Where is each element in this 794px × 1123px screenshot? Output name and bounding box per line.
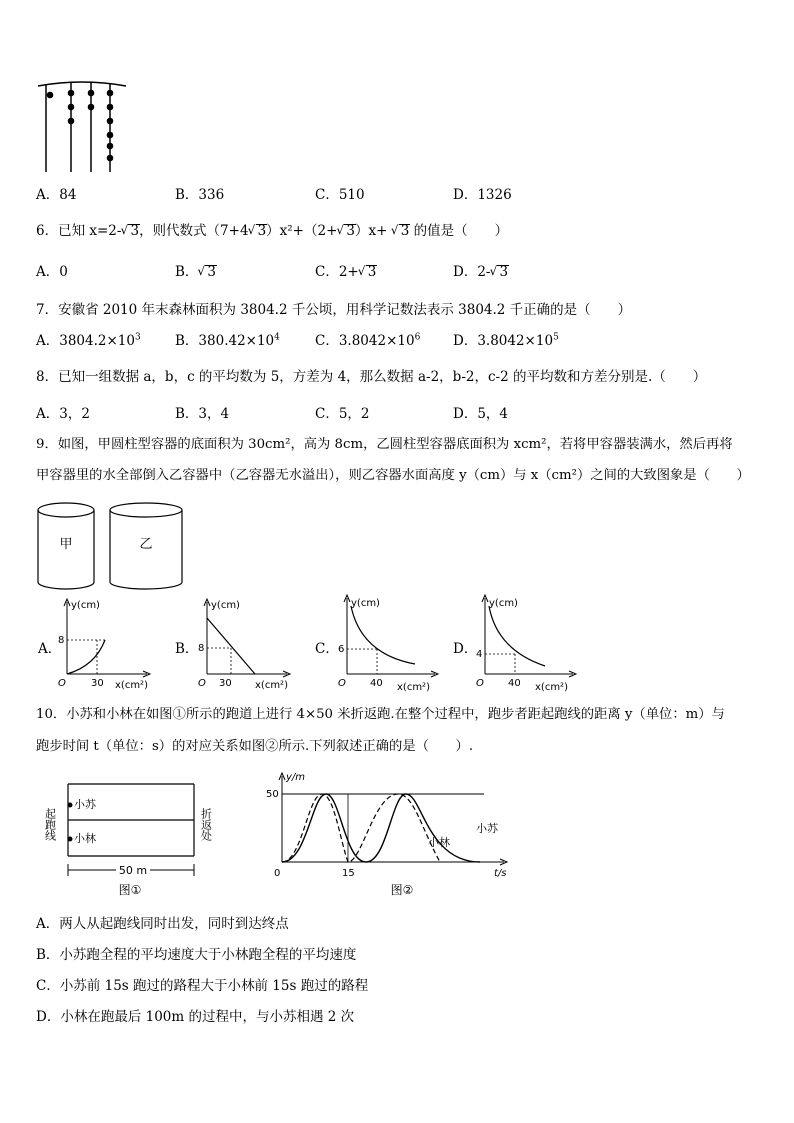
q6-option-b-label: B． — [175, 264, 199, 280]
q8-option-a[interactable]: A．3，2 — [36, 406, 90, 422]
sqrt-3: √ 3 — [393, 222, 410, 240]
figure-2-caption: 图② — [390, 883, 414, 897]
q9-stem-line2: 甲容器里的水全部倒入乙容器中（乙容器无水溢出），则乙容器水面高度 y（cm）与 x（cm²）之间的大致图象是（ ） — [36, 468, 750, 483]
abacus-figure — [36, 78, 128, 176]
x-tick: 30 — [91, 678, 104, 689]
turn-point-label: 折返处 — [199, 808, 213, 841]
x-tick: 15 — [342, 868, 355, 879]
q9-graph-a — [55, 596, 155, 692]
q7-option-d-base: D．3.8042×10 — [453, 333, 554, 349]
q8-option-d[interactable]: D．5，4 — [453, 406, 509, 422]
q7-option-a-exp: 3 — [134, 332, 141, 343]
q5-option-d[interactable]: D．1326 — [453, 187, 512, 203]
q6-option-b[interactable] — [175, 263, 216, 281]
q6-option-d[interactable] — [453, 263, 508, 281]
q6-option-a[interactable]: A．0 — [36, 264, 68, 280]
q5-option-b[interactable]: B．336 — [175, 187, 225, 203]
y-axis-label: y(cm) — [489, 598, 518, 609]
y-tick: 8 — [58, 635, 65, 646]
sqrt-3: √ 3 — [250, 222, 267, 240]
q10-option-d[interactable]: D．小林在跑最后 100m 的过程中，与小苏相遇 2 次 — [36, 1009, 355, 1025]
q7-stem: 7．安徽省 2010 年末森林面积为 3804.2 千公顷，用科学记数法表示 3804.2 千正确的是（ ） — [36, 302, 632, 318]
q8-option-c[interactable]: C．5，2 — [315, 406, 370, 422]
q7-option-a-base: A．3804.2×10 — [36, 333, 135, 349]
x-tick: 40 — [370, 678, 383, 689]
q7-option-b-exp: 4 — [274, 332, 280, 343]
q9-graph-d — [473, 592, 585, 692]
track-figure — [43, 778, 228, 902]
sqrt-3: √ 3 — [122, 222, 139, 240]
origin-label: O — [58, 678, 66, 689]
track-length-label: 50 m — [118, 864, 148, 877]
cylinders-figure — [34, 500, 194, 594]
xiaolin-curve-label: 小林 — [428, 836, 450, 849]
q6-stem — [36, 222, 508, 240]
sqrt-3: √ 3 — [360, 263, 377, 281]
q5-option-c[interactable]: C．510 — [315, 187, 365, 203]
origin-label: O — [198, 678, 206, 689]
q7-option-b-base: B．380.42×10 — [175, 333, 275, 349]
q9-stem-line1: 9．如图，甲圆柱型容器的底面积为 30cm²，高为 8cm，乙圆柱型容器底面积为 xcm²，若将甲容器装满水，然后再将 — [36, 437, 733, 452]
sqrt-3: √ 3 — [199, 263, 216, 281]
origin-label: O — [476, 678, 484, 689]
q9-graph-b — [195, 596, 295, 692]
q6-option-d-label: D．2- — [453, 264, 491, 280]
q6-option-c-label: C．2+ — [315, 264, 359, 280]
distance-time-graph — [266, 770, 512, 902]
x-axis-label: t/s — [494, 868, 507, 879]
sqrt-3: √ 3 — [338, 222, 355, 240]
x-tick: 40 — [508, 678, 521, 689]
q10-option-c[interactable]: C．小苏前 15s 跑过的路程大于小林前 15s 跑过的路程 — [36, 978, 369, 994]
q6-mid2: ）x²+（2+ — [266, 223, 338, 239]
q6-mid3: ）x+ — [355, 223, 388, 239]
q9-option-a[interactable]: A． — [38, 641, 62, 657]
cylinder-b-label: 乙 — [139, 537, 153, 552]
q7-option-d[interactable] — [453, 332, 559, 350]
q6-option-c[interactable] — [315, 263, 376, 281]
y-axis-label: y/m — [286, 772, 306, 783]
origin-label: O — [338, 678, 346, 689]
q7-option-d-exp: 5 — [553, 332, 559, 343]
xiaosu-curve-label: 小苏 — [476, 822, 498, 835]
runner-xiaolin-label: 小林 — [74, 832, 96, 845]
q9-option-c[interactable]: C． — [315, 641, 339, 657]
figure-1-caption: 图① — [118, 883, 142, 897]
q7-option-c[interactable] — [315, 332, 420, 350]
x-axis-label: x(cm²) — [115, 680, 148, 691]
q10-stem-line1: 10．小苏和小林在如图①所示的跑道上进行 4×50 米折返跑.在整个过程中，跑步者距起跑线的距离 y（单位：m）与 — [36, 707, 725, 722]
y-tick: 50 — [266, 789, 279, 800]
q6-mid1: ，则代数式（7+4 — [139, 223, 249, 239]
y-tick: 4 — [476, 649, 483, 660]
q6-prefix: 6．已知 x=2- — [36, 223, 122, 239]
q6-suffix: 的值是（ ） — [413, 223, 509, 239]
q9-graph-c — [335, 592, 445, 692]
x-axis-label: x(cm²) — [255, 680, 288, 691]
sqrt-3: √ 3 — [491, 263, 508, 281]
q10-option-b[interactable]: B．小苏跑全程的平均速度大于小林跑全程的平均速度 — [36, 947, 357, 963]
q9-option-b[interactable]: B． — [175, 641, 199, 657]
y-axis-label: y(cm) — [71, 600, 100, 611]
cylinder-a-label: 甲 — [59, 537, 73, 552]
y-axis-label: y(cm) — [211, 600, 240, 611]
q7-option-c-base: C．3.8042×10 — [315, 333, 415, 349]
origin-label: 0 — [274, 868, 281, 879]
q10-stem-line2: 跑步时间 t（单位：s）的对应关系如图②所示.下列叙述正确的是（ ）. — [36, 739, 474, 754]
runner-xiaosu-label: 小苏 — [74, 798, 96, 811]
y-tick: 8 — [198, 643, 205, 654]
y-axis-label: y(cm) — [351, 598, 380, 609]
x-tick: 30 — [219, 678, 232, 689]
start-line-label: 起跑线 — [43, 808, 57, 841]
q7-option-a[interactable] — [36, 332, 141, 350]
q7-option-b[interactable] — [175, 332, 280, 350]
q8-stem: 8．已知一组数据 a，b，c 的平均数为 5，方差为 4，那么数据 a-2，b-2，c-2 的平均数和方差分别是.（ ） — [36, 369, 707, 385]
q9-option-d[interactable]: D． — [453, 641, 478, 657]
q10-option-a[interactable]: A．两人从起跑线同时出发，同时到达终点 — [36, 916, 289, 932]
q8-option-b[interactable]: B．3，4 — [175, 406, 230, 422]
q5-option-a[interactable]: A．84 — [36, 187, 77, 203]
q7-option-c-exp: 6 — [414, 332, 421, 343]
x-axis-label: x(cm²) — [397, 682, 430, 693]
y-tick: 6 — [338, 644, 345, 655]
x-axis-label: x(cm²) — [535, 682, 568, 693]
